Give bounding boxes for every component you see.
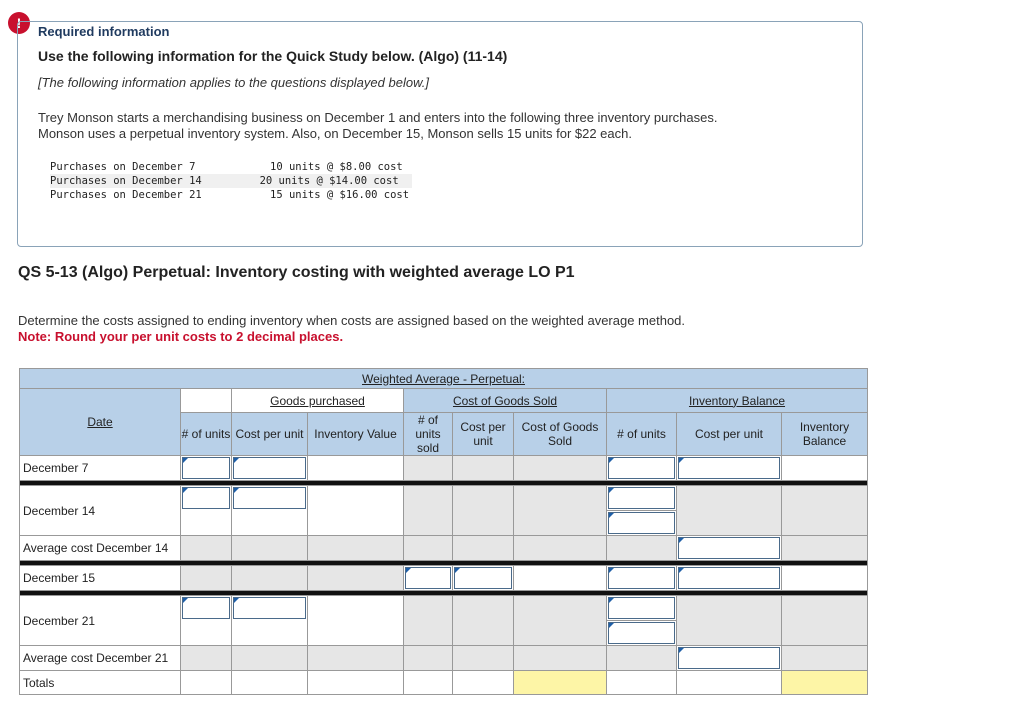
input-cell[interactable] — [608, 457, 675, 479]
use-heading: Use the following information for the Quick Study below. (Algo) (11-14) — [38, 48, 508, 64]
input-cell[interactable] — [678, 537, 780, 559]
input-cell[interactable] — [608, 597, 675, 619]
row-label: Average cost December 14 — [20, 536, 181, 561]
purchase-row: Purchases on December 14 20 units @ $14.00 cost — [50, 174, 412, 188]
input-cell[interactable] — [182, 597, 230, 619]
row-label: December 14 — [20, 486, 181, 536]
table-row — [20, 536, 868, 561]
required-heading: Required information — [38, 24, 170, 39]
purchase-row: Purchases on December 21 15 units @ $16.00 cost — [50, 189, 410, 201]
problem-paragraph: Trey Monson starts a merchandising business on December 1 and enters into the following three inventory purchases. Monson uses a perpetual inventory system. Also, on December 15, Monson sells 15 units for $22 each. — [38, 110, 718, 141]
input-cell[interactable] — [233, 597, 306, 619]
table-title: Weighted Average - Perpetual: — [20, 369, 868, 389]
question-instruction: Determine the costs assigned to ending inventory when costs are assigned based on the weighted average method. — [18, 313, 686, 328]
rounding-note: Note: Round your per unit costs to 2 decimal places. — [18, 329, 344, 344]
input-cell[interactable] — [678, 647, 780, 669]
purchases-list — [50, 160, 430, 202]
row-label: Average cost December 21 — [20, 646, 181, 671]
input-cell[interactable] — [182, 457, 230, 479]
row-label: Totals — [20, 671, 181, 695]
input-cell[interactable] — [608, 567, 675, 589]
table-row — [20, 596, 868, 621]
col-cogs-cost-per-unit: Cost per unit — [453, 413, 514, 456]
question-title: QS 5-13 (Algo) Perpetual: Inventory costing with weighted average LO P1 — [18, 264, 575, 281]
group-cogs: Cost of Goods Sold — [404, 389, 607, 413]
col-cogs: Cost of Goods Sold — [514, 413, 607, 456]
input-cell[interactable] — [678, 567, 780, 589]
input-cell[interactable] — [182, 487, 230, 509]
purchase-row: Purchases on December 7 10 units @ $8.00 cost — [50, 161, 403, 173]
table-row — [20, 646, 868, 671]
applies-note: [The following information applies to the questions displayed below.] — [38, 75, 429, 90]
col-balance-units: # of units — [607, 413, 677, 456]
row-label: December 7 — [20, 456, 181, 481]
col-units-sold: # of units sold — [404, 413, 453, 456]
input-cell[interactable] — [678, 457, 780, 479]
total-cogs-cell — [514, 671, 607, 695]
row-label: December 15 — [20, 566, 181, 591]
table-row — [20, 456, 868, 481]
col-inventory-balance: Inventory Balance — [782, 413, 868, 456]
col-inventory-value: Inventory Value — [308, 413, 404, 456]
input-cell[interactable] — [608, 487, 675, 509]
group-balance: Inventory Balance — [607, 389, 868, 413]
weighted-average-table — [19, 368, 868, 695]
group-goods: Goods purchased — [232, 389, 404, 413]
row-label: December 21 — [20, 596, 181, 646]
alert-icon: ! — [8, 12, 30, 34]
input-cell[interactable] — [608, 512, 675, 534]
table-row — [20, 566, 868, 591]
input-cell[interactable] — [233, 487, 306, 509]
col-balance-cost-per-unit: Cost per unit — [677, 413, 782, 456]
table-row — [20, 671, 868, 695]
table-row — [20, 486, 868, 511]
col-units: # of units — [181, 413, 232, 456]
input-cell[interactable] — [233, 457, 306, 479]
input-cell[interactable] — [608, 622, 675, 644]
input-cell[interactable] — [405, 567, 451, 589]
total-inventory-cell — [782, 671, 868, 695]
col-cost-per-unit: Cost per unit — [232, 413, 308, 456]
col-date: Date — [20, 389, 181, 456]
input-cell[interactable] — [454, 567, 512, 589]
